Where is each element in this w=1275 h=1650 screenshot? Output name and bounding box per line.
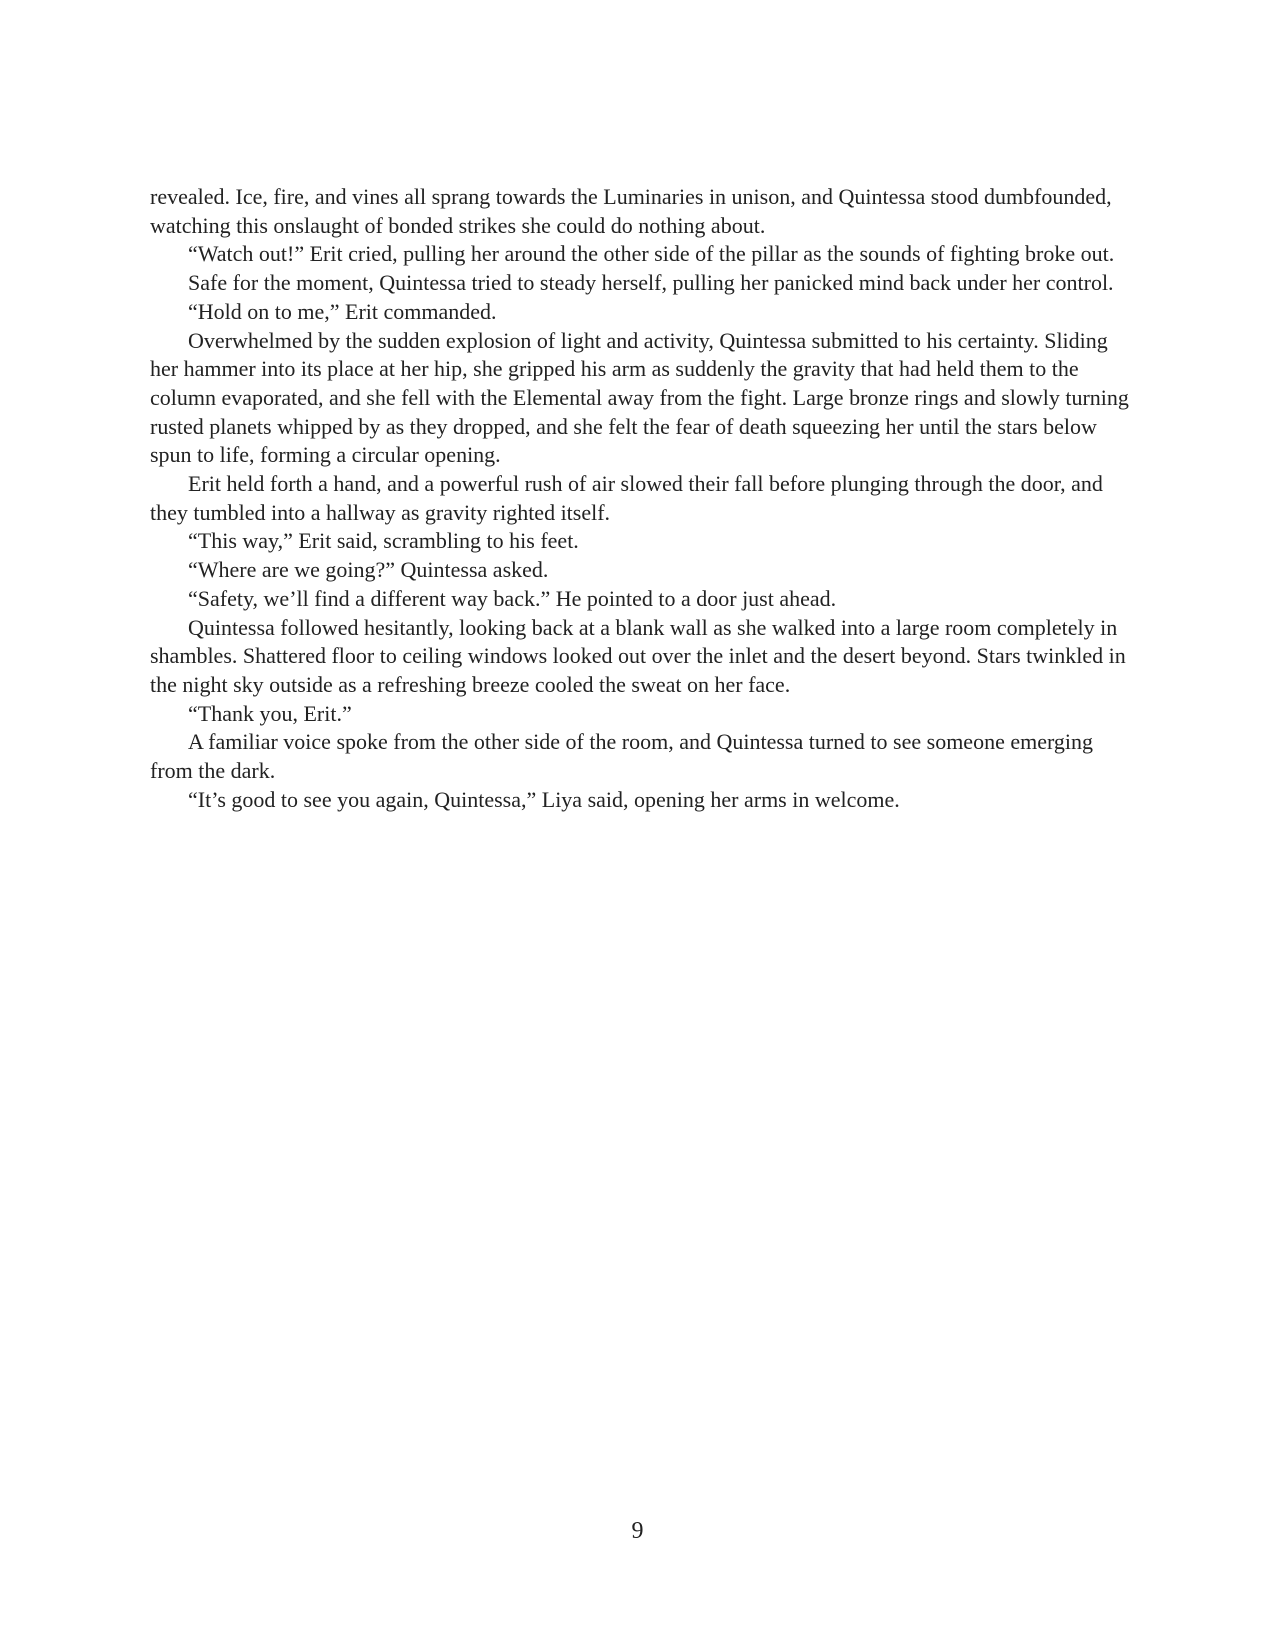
paragraph: “Safety, we’ll find a different way back.” He pointed to a door just ahead. [188,585,837,611]
page-number: 9 [631,1518,644,1544]
paragraph: Quintessa followed hesitantly, looking back at a blank wall as she walked into a large room completely in shambles. Shattered floor to ceiling windows looked out over the inlet and the desert beyond. Stars twinkled in the night sky outside as a refreshing breeze cooled the sweat on her face. [150,614,1126,697]
paragraph: Erit held forth a hand, and a powerful rush of air slowed their fall before plunging through the door, and they tumbled into a hallway as gravity righted itself. [150,471,1103,525]
paragraph: “It’s good to see you again, Quintessa,” Liya said, opening her arms in welcome. [188,786,900,812]
paragraph: Safe for the moment, Quintessa tried to steady herself, pulling her panicked mind back under her control. [188,270,1114,296]
paragraph: “Hold on to me,” Erit commanded. [188,298,497,324]
paragraph: “Where are we going?” Quintessa asked. [188,557,549,583]
paragraph-continued: revealed. Ice, fire, and vines all sprang towards the Luminaries in unison, and Quintessa stood dumbfounded, watching this onslaught of bonded strikes she could do nothing about. [150,184,1112,238]
paragraph: “Watch out!” Erit cried, pulling her around the other side of the pillar as the sounds of fighting broke out. [188,241,1115,267]
paragraph: A familiar voice spoke from the other side of the room, and Quintessa turned to see someone emerging from the dark. [150,729,1094,784]
paragraph: “This way,” Erit said, scrambling to his feet. [188,528,579,554]
paragraph: Overwhelmed by the sudden explosion of light and activity, Quintessa submitted to his certainty. Sliding her hammer into its place at her hip, she gripped his arm as suddenly the gravity that had held them to the column evaporated, and she fell with the Elemental away from the fight. Large bronze rings and slowly turning rusted planets whipped by as they dropped, and she felt the fear of death squeezing her until the stars below spun to life, forming a circular opening. [150,327,1129,468]
page-body [150,183,1130,814]
paragraph: “Thank you, Erit.” [188,700,352,726]
